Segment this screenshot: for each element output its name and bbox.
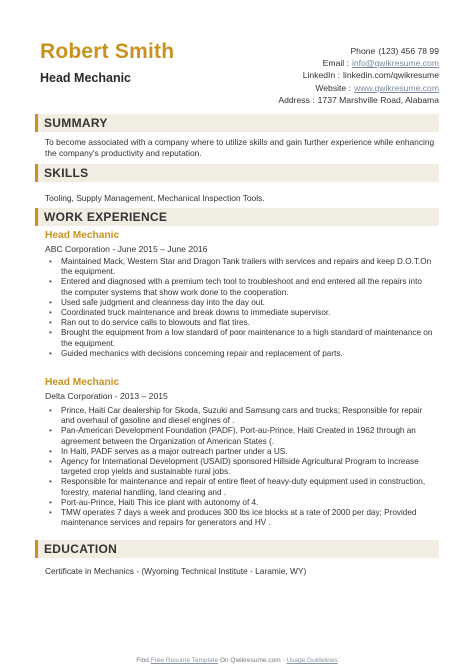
contact-value: linkedin.com/qwikresume xyxy=(343,70,439,81)
section-title: WORK EXPERIENCE xyxy=(44,210,168,224)
list-item: • Entered and diagnosed with a premium tech tool to troubleshoot and end entered all the repairs into the computer systems that show work done to the cooperation. xyxy=(49,277,434,297)
contact-value: 1737 Marshville Road, Alabama xyxy=(317,94,439,105)
job-bullets xyxy=(49,257,434,359)
list-item: • Coordinated truck maintenance and break downs to immediate supervisor. xyxy=(49,308,434,318)
candidate-title: Head Mechanic xyxy=(40,71,132,85)
contact-value: (123) 456 78 99 xyxy=(378,46,439,56)
job-bullets xyxy=(49,406,434,528)
education-text: Certificate in Mechanics - (Wyoming Technical Institute - Laramie, WY) xyxy=(45,566,307,576)
usage-guidelines-link[interactable]: Usage Guidelines xyxy=(286,657,338,664)
contact-email xyxy=(179,57,439,69)
email-link[interactable]: info@qwikresume.com xyxy=(351,58,439,69)
education-section-header xyxy=(35,540,439,558)
contact-website xyxy=(179,82,439,94)
contact-block xyxy=(179,45,439,106)
list-item: • Pan-American Development Foundation (PADF), Port-au-Prince, Haiti Created in 1962 through an agreement between the Organization of American States (. xyxy=(49,426,434,446)
summary-section-header xyxy=(35,114,439,132)
footer-text: Find xyxy=(136,657,149,664)
job-title: Head Mechanic xyxy=(45,377,120,388)
skills-text: Tooling, Supply Management, Mechanical Inspection Tools. xyxy=(45,193,265,203)
list-item: • Used safe judgment and cleanness day into the day out. xyxy=(49,298,434,308)
footer-text: On Qwikresume.com xyxy=(219,657,281,664)
website-link[interactable]: www.qwikresume.com xyxy=(353,82,439,93)
section-accent xyxy=(35,114,38,132)
contact-label: Email : xyxy=(322,58,349,69)
free-template-link[interactable]: Free Resume Template xyxy=(150,657,219,664)
section-accent xyxy=(35,164,38,182)
section-accent xyxy=(35,540,38,558)
contact-label: Website : xyxy=(315,82,351,93)
footer: Find Free Resume Template On Qwikresume.com · Usage Guidelines xyxy=(136,657,338,664)
contact-label: LinkedIn : xyxy=(302,70,340,81)
contact-label: Address : xyxy=(278,94,315,105)
section-accent xyxy=(35,208,38,226)
list-item: • Responsible for maintenance and repair of entire fleet of heavy-duty equipment used in construction, forestry, material handling, land clearing and . xyxy=(49,477,434,497)
list-item: • TMW operates 7 days a week and produces 300 lbs ice blocks at a rate of 2000 per day; Provided maintenance services and repairs for generators and HV . xyxy=(49,508,434,528)
list-item: • Port-au-Prince, Haiti This ice plant with autonomy of 4. xyxy=(49,498,434,508)
list-item: • Ran out to do service calls to blowouts and flat tires. xyxy=(49,318,434,328)
candidate-name: Robert Smith xyxy=(40,40,175,63)
section-title: EDUCATION xyxy=(44,542,118,556)
contact-phone xyxy=(179,45,439,57)
list-item: • Agency for International Development (USAID) sponsored Hillside Agricultural Program to increase targeted crop yields and sustainable rural jobs. xyxy=(49,457,434,477)
job-title: Head Mechanic xyxy=(45,230,120,241)
skills-section-header xyxy=(35,164,439,182)
job-company: ABC Corporation - June 2015 – June 2016 xyxy=(45,244,208,254)
work-section-header xyxy=(35,208,439,226)
list-item: • In Haiti, PADF serves as a major outreach partner under a US. xyxy=(49,447,434,457)
summary-text: To become associated with a company where to utilize skills and gain further experience while enhancing the company's productivity and reputation. xyxy=(45,137,435,158)
contact-address xyxy=(179,94,439,106)
contact-label: Phone xyxy=(350,46,376,56)
list-item: • Maintained Mack, Western Star and Dragon Tank trailers with services and repairs and keep D.O.T.On the equipment. xyxy=(49,257,434,277)
list-item: • Brought the equipment from a low standard of poor maintenance to a high standard of maintenance on the equipment. xyxy=(49,328,434,348)
section-title: SUMMARY xyxy=(44,116,108,130)
list-item: • Guided mechanics with decisions concerning repair and replacement of parts. xyxy=(49,349,434,359)
list-item: • Prince, Haiti Car dealership for Skoda, Suzuki and Samsung cars and trucks; Responsible for repair and overhaul of gasoline and diesel engines of . xyxy=(49,406,434,426)
section-title: SKILLS xyxy=(44,166,89,180)
job-company: Delta Corporation - 2013 – 2015 xyxy=(45,391,168,401)
contact-linkedin xyxy=(179,69,439,81)
